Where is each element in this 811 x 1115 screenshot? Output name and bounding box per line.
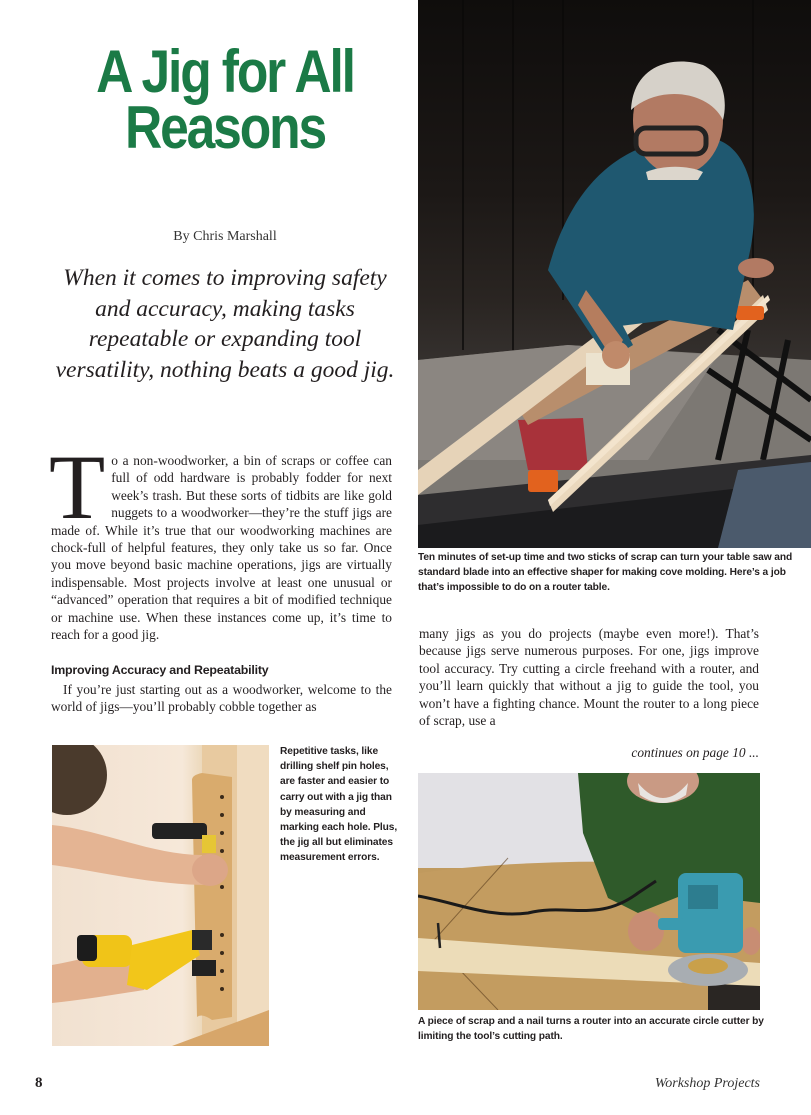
caption-router-circle: A piece of scrap and a nail turns a router into an accurate circle cutter by limiting the tool’s cutting path. — [418, 1016, 764, 1042]
photo-router-circle-jig — [418, 773, 760, 1010]
drop-cap: T — [49, 436, 106, 538]
body-column-right — [419, 625, 759, 729]
continues-jump-line: continues on page 10 ... — [631, 745, 759, 760]
intro-paragraph — [49, 436, 392, 643]
article-title — [66, 38, 384, 161]
title-line-1: A Jig for All — [96, 38, 354, 105]
shelf-pin-drilling-illustration — [52, 745, 269, 1046]
intro-text: o a non-woodworker, a bin of scraps or coffee can full of odd hardware is probably fodder for next week’s trash. But these sorts of tidbits are like gold nuggets to a woodworker—they’re the stuff jigs are made of. While it’s true that our woodworking machines are chock-full of helpful features, they only take us so far. Once you move beyond basic machine operations, jigs are virtually indispensable. Most projects involve at least one unusual or “advanced” operation that requires a bit of modified technique or machine use. When these instances come up, it’s time to reach for a good jig. — [51, 453, 392, 643]
caption-table-saw: Ten minutes of set-up time and two sticks of scrap can turn your table saw and standard blade into an effective shaper for making cove molding. Here’s a job that’s impossible to do on a router table. — [418, 552, 793, 593]
publication-name: Workshop Projects — [654, 1076, 760, 1091]
caption-shelf-pin: Repetitive tasks, like drilling shelf pin holes, are faster and easier to carry out with a jig than by measuring and marking each hole. Plus, the jig all but eliminates measurement errors. — [280, 746, 398, 864]
table-saw-illustration — [418, 0, 811, 548]
photo-shelf-pin-jig — [52, 745, 269, 1046]
title-line-2: Reasons — [124, 94, 326, 161]
body-column-left — [49, 436, 392, 716]
photo-table-saw-cove-jig — [418, 0, 811, 548]
page-number: 8 — [35, 1075, 43, 1091]
byline: By Chris Marshall — [173, 229, 277, 244]
deck-subtitle: When it comes to improving safety and accuracy, making tasks repeatable or expanding tool versatility, nothing beats a good jig. — [55, 265, 395, 383]
paragraph-2-start: If you’re just starting out as a woodworker, welcome to the world of jigs—you’ll probably cobble together as — [51, 681, 392, 715]
router-circle-cutting-illustration — [418, 773, 760, 1010]
section-subhead: Improving Accuracy and Repeatability — [51, 663, 269, 678]
paragraph-2-continued: many jigs as you do projects (maybe even more!). That’s because jigs serve numerous purposes. For one, jigs improve tool accuracy. Try cutting a circle freehand with a router, and you’ll learn quickly that without a jig to guide the tool, you won’t have a fighting chance. Mount the router to a long piece of scrap, use a — [419, 626, 759, 729]
